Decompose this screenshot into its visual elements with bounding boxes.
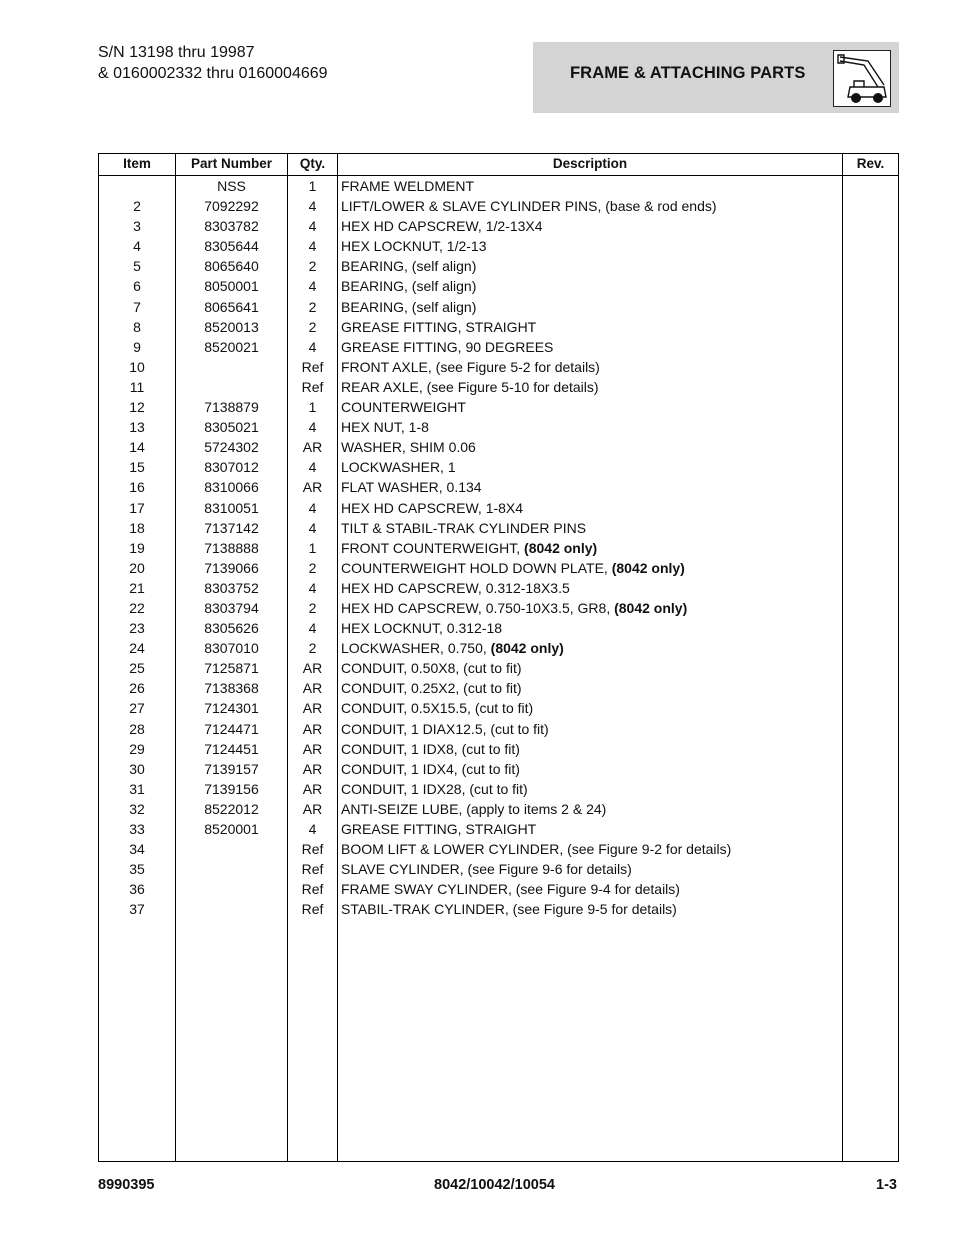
part-number: 7139066 — [204, 559, 259, 576]
quantity: Ref — [301, 358, 324, 375]
table-row — [99, 477, 898, 497]
description — [341, 799, 606, 819]
table-row — [99, 357, 898, 377]
description — [341, 457, 456, 477]
quantity: 4 — [308, 419, 317, 436]
description-text: FRAME WELDMENT — [341, 178, 474, 194]
table-row — [99, 879, 898, 899]
description-text: WASHER, SHIM 0.06 — [341, 439, 476, 456]
description-text: GREASE FITTING, 90 DEGREES — [341, 338, 554, 355]
table-row — [99, 759, 898, 779]
part-number: 7139156 — [204, 780, 259, 797]
description — [341, 819, 536, 839]
table-row — [99, 859, 898, 879]
item-number: 14 — [129, 439, 145, 456]
table-row — [99, 719, 898, 739]
part-number: 8520013 — [204, 318, 259, 335]
description-text: LOCKWASHER, 1 — [341, 459, 456, 476]
description-text: LOCKWASHER, 0.750, — [341, 640, 491, 657]
quantity: Ref — [301, 881, 324, 898]
quantity: 4 — [308, 218, 317, 235]
part-number: 8307010 — [204, 640, 259, 657]
part-number: 8305021 — [204, 419, 259, 436]
item-number: 7 — [133, 298, 141, 315]
table-row — [99, 618, 898, 638]
description — [341, 357, 600, 377]
description-text: BEARING, (self align) — [341, 298, 477, 315]
item-number: 27 — [129, 700, 145, 717]
item-number: 18 — [129, 519, 145, 536]
table-row — [99, 538, 898, 558]
description — [341, 638, 564, 658]
item-number: 17 — [129, 499, 145, 516]
table-row — [99, 899, 898, 919]
description — [341, 678, 522, 698]
footer-page-number: 1-3 — [876, 1177, 897, 1193]
description-text: ANTI-SEIZE LUBE, (apply to items 2 & 24) — [341, 800, 607, 817]
item-number: 29 — [129, 740, 145, 757]
item-number: 2 — [133, 198, 141, 215]
description-text: HEX HD CAPSCREW, 0.312-18X3.5 — [341, 579, 570, 596]
table-row — [99, 739, 898, 759]
table-row — [99, 578, 898, 598]
quantity: Ref — [301, 901, 324, 918]
part-number: 8305644 — [204, 238, 259, 255]
quantity: 2 — [308, 640, 317, 657]
description-text: BEARING, (self align) — [341, 258, 477, 275]
table-row — [99, 377, 898, 397]
table-row — [99, 678, 898, 698]
part-number: 7125871 — [204, 660, 259, 677]
quantity: AR — [302, 439, 323, 456]
col-header-item: Item — [123, 156, 151, 171]
table-row — [99, 457, 898, 477]
description-text: CONDUIT, 1 IDX4, (cut to fit) — [341, 760, 520, 777]
description-text: COUNTERWEIGHT — [341, 399, 466, 416]
col-header-part-number: Part Number — [190, 156, 273, 171]
item-number: 5 — [133, 258, 141, 275]
section-title: FRAME & ATTACHING PARTS — [570, 64, 806, 82]
part-number: 8310066 — [204, 479, 259, 496]
part-number: 7124451 — [204, 740, 259, 757]
description-text: HEX HD CAPSCREW, 0.750-10X3.5, GR8, — [341, 599, 615, 616]
quantity: 4 — [308, 821, 317, 837]
item-number: 24 — [129, 640, 145, 657]
item-number: 19 — [129, 539, 145, 556]
item-number: 4 — [133, 238, 141, 255]
quantity: 2 — [308, 559, 317, 576]
table-row — [99, 518, 898, 538]
description — [341, 518, 586, 538]
table-row — [99, 779, 898, 799]
section-banner — [533, 42, 899, 113]
item-number: 22 — [129, 599, 145, 616]
part-number: 8520001 — [204, 821, 259, 837]
description — [341, 498, 523, 518]
description — [341, 236, 487, 256]
item-number: 32 — [129, 800, 145, 817]
quantity: 4 — [308, 620, 317, 637]
description-text: CONDUIT, 1 IDX8, (cut to fit) — [341, 740, 520, 757]
part-number: 7124301 — [204, 700, 259, 717]
quantity: 4 — [308, 499, 317, 516]
quantity: Ref — [301, 841, 324, 858]
part-number: 7137142 — [204, 519, 259, 536]
quantity: 4 — [308, 338, 317, 355]
quantity: 4 — [308, 238, 317, 255]
col-header-description: Description — [552, 156, 628, 171]
description-text: TILT & STABIL-TRAK CYLINDER PINS — [341, 519, 587, 536]
description — [341, 417, 429, 437]
part-number: 7124471 — [204, 720, 259, 737]
table-body — [99, 176, 898, 919]
item-number: 34 — [129, 841, 145, 858]
quantity: 2 — [308, 298, 317, 315]
description-text: CONDUIT, 1 DIAX12.5, (cut to fit) — [341, 720, 549, 737]
part-number: 7138368 — [204, 680, 259, 697]
part-number: 8522012 — [204, 800, 259, 817]
col-header-rev: Rev. — [856, 156, 885, 171]
table-row — [99, 216, 898, 236]
description — [341, 779, 528, 799]
serial-number-block — [98, 42, 328, 84]
item-number: 35 — [129, 861, 145, 878]
item-number: 25 — [129, 660, 145, 677]
item-number: 11 — [129, 378, 145, 395]
table-row — [99, 276, 898, 296]
item-number: 30 — [129, 760, 145, 777]
part-number: 7092292 — [204, 198, 259, 215]
item-number: 21 — [129, 579, 145, 596]
description — [341, 276, 476, 296]
quantity: AR — [302, 479, 323, 496]
quantity: AR — [302, 700, 323, 717]
part-number: 8303782 — [204, 218, 259, 235]
table-row — [99, 176, 898, 196]
description-text: FRONT AXLE, (see Figure 5-2 for details) — [341, 358, 600, 375]
table-row — [99, 498, 898, 518]
quantity: Ref — [301, 378, 324, 395]
description — [341, 739, 520, 759]
item-number: 20 — [129, 559, 145, 576]
table-row — [99, 236, 898, 256]
part-number: 8307012 — [204, 459, 259, 476]
description — [341, 658, 522, 678]
table-row — [99, 698, 898, 718]
table-row — [99, 658, 898, 678]
item-number: 36 — [129, 881, 145, 898]
description-text: LIFT/LOWER & SLAVE CYLINDER PINS, (base & rod ends) — [341, 198, 717, 215]
description-text: BEARING, (self align) — [341, 278, 477, 295]
table-row — [99, 598, 898, 618]
description-text: FRONT COUNTERWEIGHT, — [341, 539, 525, 556]
description-text: HEX HD CAPSCREW, 1/2-13X4 — [341, 218, 543, 235]
description-text: HEX NUT, 1-8 — [341, 419, 429, 436]
table-row — [99, 317, 898, 337]
description — [341, 578, 570, 598]
serial-range-line-2: & 0160002332 thru 0160004669 — [98, 65, 328, 82]
description — [341, 618, 502, 638]
description — [341, 839, 731, 859]
quantity: AR — [302, 740, 323, 757]
quantity: 4 — [308, 579, 317, 596]
description-text: SLAVE CYLINDER, (see Figure 9-6 for details) — [341, 861, 632, 878]
part-number: 5724302 — [204, 439, 259, 456]
table-row — [99, 638, 898, 658]
model-note: (8042 only) — [611, 559, 685, 576]
part-number: 8065640 — [204, 258, 259, 275]
description-text: HEX LOCKNUT, 1/2-13 — [341, 238, 487, 255]
part-number: 8303752 — [204, 579, 259, 596]
description — [341, 216, 543, 236]
model-note: (8042 only) — [490, 640, 564, 657]
table-row — [99, 819, 898, 839]
quantity: 2 — [308, 599, 317, 616]
part-number: 8065641 — [204, 298, 259, 315]
description — [341, 698, 533, 718]
table-row — [99, 297, 898, 317]
machine-lift-icon — [833, 50, 891, 107]
footer-doc-number: 8990395 — [98, 1177, 155, 1193]
quantity: AR — [302, 800, 323, 817]
part-number: 7138888 — [204, 539, 259, 556]
table-row — [99, 799, 898, 819]
item-number: 37 — [129, 901, 145, 918]
table-row — [99, 397, 898, 417]
table-row — [99, 417, 898, 437]
part-number: 8310051 — [204, 499, 259, 516]
part-number: 8050001 — [204, 278, 259, 295]
part-number: 8305626 — [204, 620, 259, 637]
description-text: STABIL-TRAK CYLINDER, (see Figure 9-5 for details) — [341, 901, 677, 918]
description — [341, 317, 536, 337]
quantity: 1 — [308, 539, 317, 556]
item-number: 3 — [133, 218, 141, 235]
item-number: 16 — [129, 479, 145, 496]
description-text: BOOM LIFT & LOWER CYLINDER, (see Figure 9-2 for details) — [341, 841, 732, 858]
item-number: 8 — [133, 318, 141, 335]
description — [341, 558, 685, 578]
description-text: CONDUIT, 0.25X2, (cut to fit) — [341, 680, 522, 697]
description — [341, 397, 466, 417]
description-text: CONDUIT, 0.5X15.5, (cut to fit) — [341, 700, 534, 717]
description-text: CONDUIT, 0.50X8, (cut to fit) — [341, 660, 522, 677]
description — [341, 899, 677, 919]
item-number: 12 — [129, 399, 145, 416]
quantity: 2 — [308, 258, 317, 275]
item-number: 13 — [129, 419, 145, 436]
description — [341, 176, 474, 196]
description-text: GREASE FITTING, STRAIGHT — [341, 821, 537, 837]
table-row — [99, 196, 898, 216]
description — [341, 879, 680, 899]
part-number: NSS — [217, 178, 246, 194]
item-number: 33 — [129, 821, 145, 837]
description — [341, 297, 476, 317]
description — [341, 598, 687, 618]
quantity: 4 — [308, 519, 317, 536]
part-number: 7138879 — [204, 399, 259, 416]
description-text: CONDUIT, 1 IDX28, (cut to fit) — [341, 780, 528, 797]
description — [341, 859, 632, 879]
serial-range-line-1: S/N 13198 thru 19987 — [98, 44, 255, 61]
col-header-qty: Qty. — [299, 156, 326, 171]
table-row — [99, 839, 898, 859]
quantity: AR — [302, 780, 323, 797]
quantity: AR — [302, 660, 323, 677]
item-number: 23 — [129, 620, 145, 637]
part-number: 8520021 — [204, 338, 259, 355]
parts-table — [98, 153, 899, 1162]
description — [341, 337, 553, 357]
table-row — [99, 437, 898, 457]
model-note: (8042 only) — [524, 539, 598, 556]
item-number: 31 — [129, 780, 145, 797]
item-number: 15 — [129, 459, 145, 476]
description — [341, 377, 599, 397]
item-number: 6 — [133, 278, 141, 295]
description-text: REAR AXLE, (see Figure 5-10 for details) — [341, 378, 599, 395]
quantity: Ref — [301, 861, 324, 878]
quantity: 4 — [308, 278, 317, 295]
quantity: 4 — [308, 459, 317, 476]
table-row — [99, 337, 898, 357]
description-text: HEX HD CAPSCREW, 1-8X4 — [341, 499, 524, 516]
model-note: (8042 only) — [614, 599, 688, 616]
description — [341, 759, 520, 779]
description — [341, 538, 597, 558]
description-text: FLAT WASHER, 0.134 — [341, 479, 482, 496]
description-text: COUNTERWEIGHT HOLD DOWN PLATE, — [341, 559, 612, 576]
footer-models: 8042/10042/10054 — [434, 1177, 555, 1193]
description-text: GREASE FITTING, STRAIGHT — [341, 318, 537, 335]
description-text: HEX LOCKNUT, 0.312-18 — [341, 620, 503, 637]
item-number: 28 — [129, 720, 145, 737]
quantity: 1 — [308, 178, 317, 194]
quantity: AR — [302, 720, 323, 737]
description-text: FRAME SWAY CYLINDER, (see Figure 9-4 for details) — [341, 881, 680, 898]
quantity: 1 — [308, 399, 317, 416]
table-row — [99, 256, 898, 276]
part-number: 8303794 — [204, 599, 259, 616]
description — [341, 437, 476, 457]
quantity: AR — [302, 680, 323, 697]
table-row — [99, 558, 898, 578]
description — [341, 477, 482, 497]
part-number: 7139157 — [204, 760, 259, 777]
item-number: 10 — [129, 358, 145, 375]
description — [341, 719, 549, 739]
quantity: 4 — [308, 198, 317, 215]
quantity: 2 — [308, 318, 317, 335]
item-number: 26 — [129, 680, 145, 697]
description — [341, 196, 717, 216]
description — [341, 256, 476, 276]
quantity: AR — [302, 760, 323, 777]
item-number: 9 — [133, 338, 141, 355]
